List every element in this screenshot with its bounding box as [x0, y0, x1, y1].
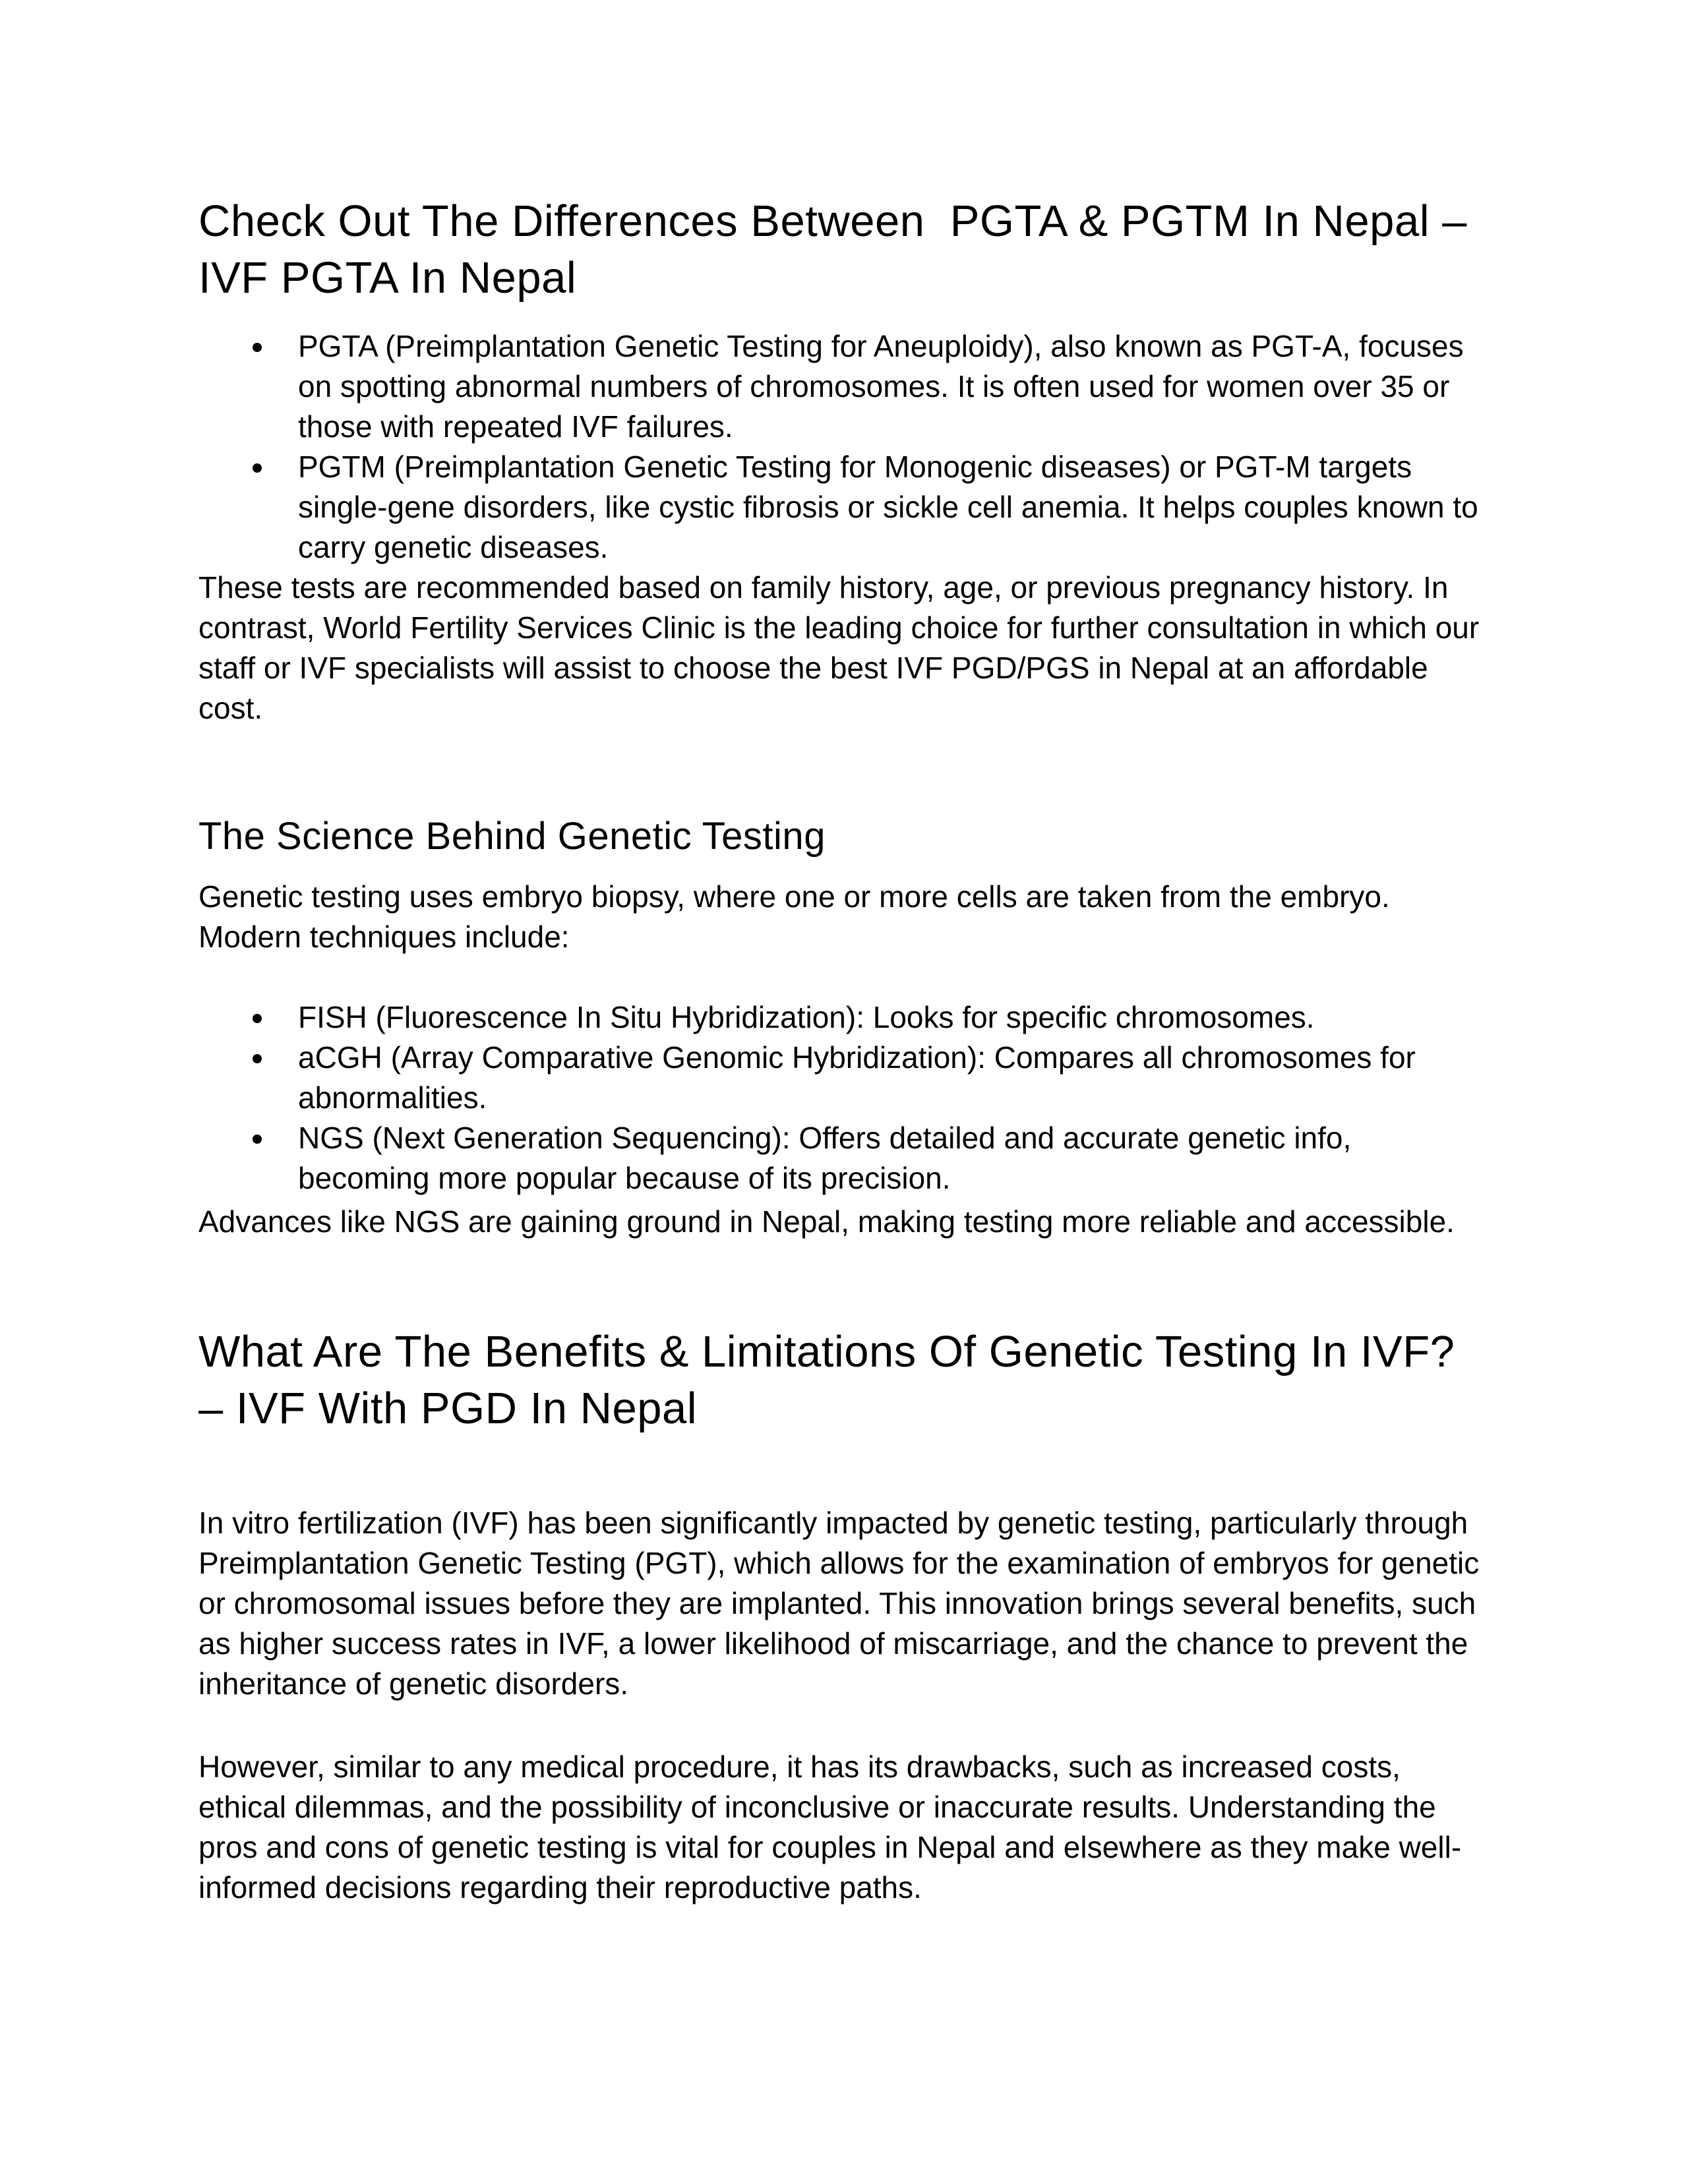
paragraph-ivf-impact: In vitro fertilization (IVF) has been significantly impacted by genetic testing, particularly through Preimplantation Genetic Testing (PGT), which allows for the examination of embryos for genetic or chromosomal issues before they are implanted. This innovation brings several benefits, such as higher success rates in IVF, a lower likelihood of miscarriage, and the chance to prevent the inheritance of genetic disorders. [198, 1506, 1480, 1701]
paragraph-ngs-advances: Advances like NGS are gaining ground in Nepal, making testing more reliable and accessible. [198, 1204, 1455, 1239]
list-item-acgh: aCGH (Array Comparative Genomic Hybridization): Compares all chromosomes for abnormalities. [198, 1038, 1490, 1118]
heading-benefits-limitations: What Are The Benefits & Limitations Of Genetic Testing In IVF? – IVF With PGD In Nepal [198, 1327, 1468, 1433]
paragraph-embryo-biopsy: Genetic testing uses embryo biopsy, where one or more cells are taken from the embryo. Modern techniques include: [198, 879, 1390, 954]
list-item-pgtm: PGTM (Preimplantation Genetic Testing for Monogenic diseases) or PGT-M targets single-gene disorders, like cystic fibrosis or sickle cell anemia. It helps couples known to carry genetic diseases. [198, 447, 1490, 568]
paragraph-test-recommendation: These tests are recommended based on family history, age, or previous pregnancy history. In contrast, World Fertility Services Clinic is the leading choice for further consultation in which our staff or IVF specialists will assist to choose the best IVF PGD/PGS in Nepal at an affordable cost. [198, 570, 1480, 725]
heading-science-behind-testing: The Science Behind Genetic Testing [198, 815, 826, 858]
list-item-ngs: NGS (Next Generation Sequencing): Offers detailed and accurate genetic info, becoming more popular because of its precision. [198, 1118, 1490, 1198]
heading-pgta-pgtm-differences: Check Out The Differences Between PGTA & PGTM In Nepal – IVF PGTA In Nepal [198, 196, 1480, 303]
list-item-fish: FISH (Fluorescence In Situ Hybridization): Looks for specific chromosomes. [198, 997, 1490, 1038]
pgt-types-list [198, 326, 1490, 568]
paragraph-drawbacks: However, similar to any medical procedure, it has its drawbacks, such as increased costs, ethical dilemmas, and the possibility of inconclusive or inaccurate results. Understanding the pros and cons of genetic testing is vital for couples in Nepal and elsewhere as they make well-informed decisions regarding their reproductive paths. [198, 1750, 1462, 1904]
list-item-pgta: PGTA (Preimplantation Genetic Testing for Aneuploidy), also known as PGT-A, focuses on spotting abnormal numbers of chromosomes. It is often used for women over 35 or those with repeated IVF failures. [198, 326, 1490, 447]
techniques-list [198, 997, 1490, 1198]
